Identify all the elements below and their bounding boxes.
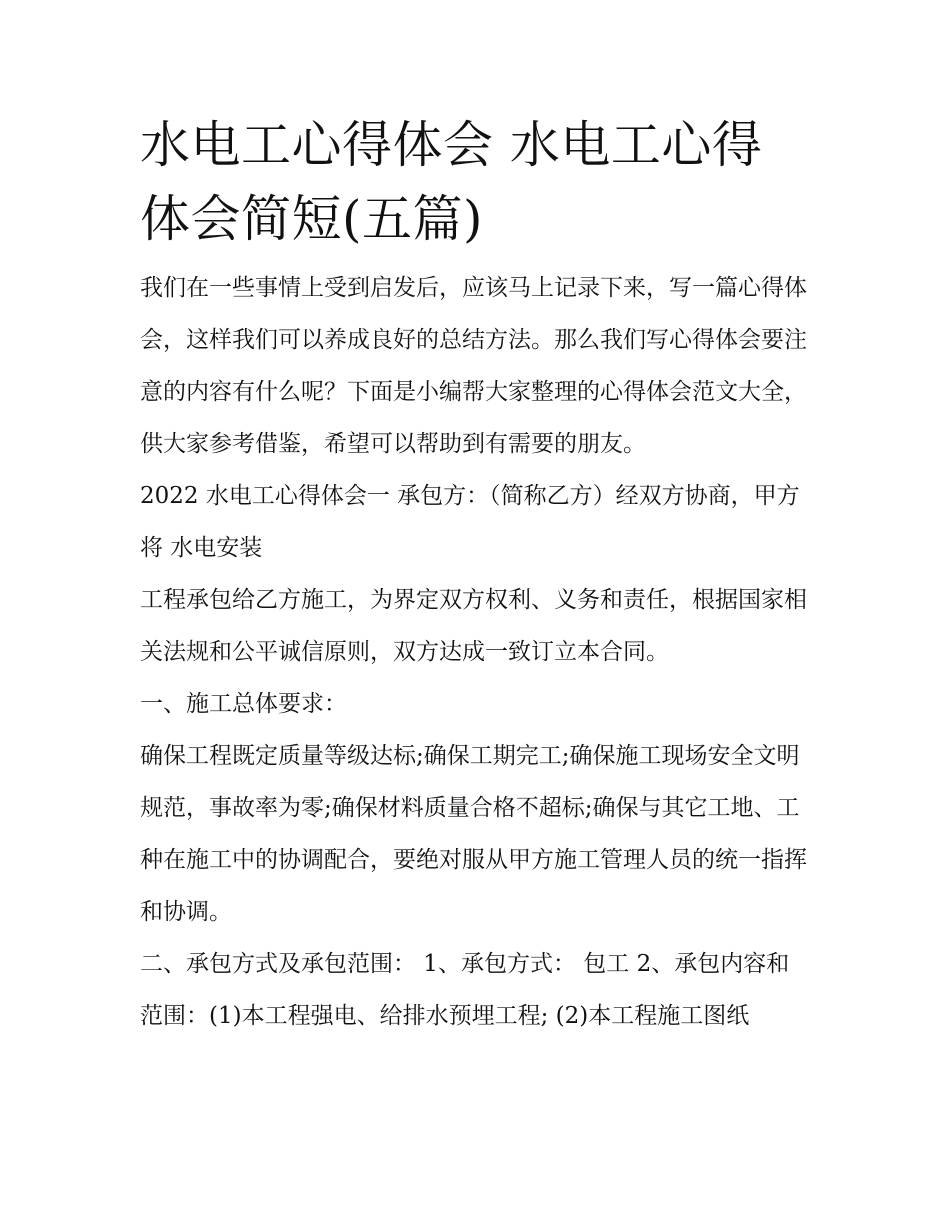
requirements-heading: 一、施工总体要求：	[140, 691, 347, 717]
contract-paragraph: 工程承包给乙方施工，为界定双方权利、义务和责任，根据国家相关法规和公平诚信原则，双方达成一致订立本合同。	[140, 587, 807, 665]
section-heading-paragraph: 2022 水电工心得体会一 承包方：（简称乙方）经双方协商，甲方将 水电安装	[140, 483, 800, 561]
document-title: 水电工心得体会 水电工心得体会简短(五篇)	[140, 116, 763, 248]
intro-paragraph: 我们在一些事情上受到启发后，应该马上记录下来，写一篇心得体会，这样我们可以养成良好的总结方法。那么我们写心得体会要注意的内容有什么呢？下面是小编帮大家整理的心得体会范文大全，供大家参考借鉴，希望可以帮助到有需要的朋友。	[140, 275, 807, 457]
requirements-paragraph: 确保工程既定质量等级达标;确保工期完工;确保施工现场安全文明规范，事故率为零;确保材料质量合格不超标;确保与其它工地、工种在施工中的协调配合，要绝对服从甲方施工管理人员的统一指挥和协调。	[140, 743, 807, 925]
document-page	[140, 108, 812, 1042]
scope-paragraph: 二、承包方式及承包范围： 1、承包方式： 包工 2、承包内容和范围：(1)本工程强电、给排水预埋工程; (2)本工程施工图纸	[140, 951, 790, 1029]
